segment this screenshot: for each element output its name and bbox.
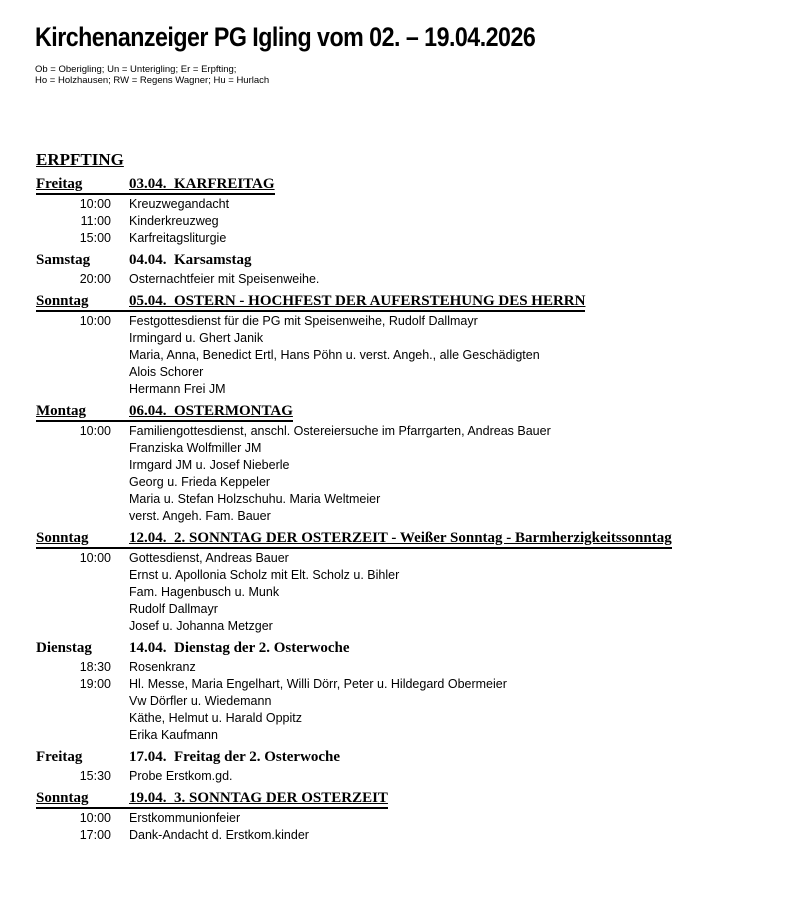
entry-line: Osternachtfeier mit Speisenweihe. [129,272,320,286]
day-header [36,251,252,270]
day-block [36,175,776,247]
entry-time: 10:00 [79,424,111,438]
entry-line: Maria, Anna, Benedict Ertl, Hans Pöhn u. verst. Angeh., alle Geschädigten [129,348,540,362]
entry-description [129,313,540,398]
entry-time: 18:30 [79,660,111,674]
entry-description [129,196,229,213]
schedule-entry [36,827,776,844]
entry-line: Hermann Frei JM [129,382,226,396]
entry-time: 15:30 [79,769,111,783]
weekday-label: Samstag [36,252,91,268]
entry-time: 17:00 [79,828,111,842]
schedule-entry [36,768,776,785]
entry-time: 10:00 [79,551,111,565]
page-title: Kirchenanzeiger PG Igling vom 02. – 19.04.2026 [35,22,536,52]
schedule-entry [36,550,776,635]
day-header [36,293,585,312]
entry-line: Maria u. Stefan Holzschuhu. Maria Weltmeier [129,492,381,506]
entry-time: 10:00 [79,197,111,211]
weekday-label: Sonntag [36,293,89,309]
day-header [36,639,350,658]
day-title: 06.04. OSTERMONTAG [129,403,293,419]
entry-list [36,550,776,635]
day-header [36,403,293,422]
weekday-label: Freitag [36,749,83,765]
legend-line: Ob = Oberigling; Un = Unterigling; Er = Erpfting; [35,64,237,75]
entry-line: Irmgard JM u. Josef Nieberle [129,458,290,472]
entry-line: Josef u. Johanna Metzger [129,619,273,633]
entry-line: Ernst u. Apollonia Scholz mit Elt. Scholz u. Bihler [129,568,400,582]
day-block [36,292,776,398]
entry-line: Rosenkranz [129,660,196,674]
entry-description [129,810,240,827]
entry-list [36,768,776,785]
abbreviation-legend [35,64,269,86]
weekday-label: Montag [36,403,86,419]
entry-line: Franziska Wolfmiller JM [129,441,262,455]
day-title: 05.04. OSTERN - HOCHFEST DER AUFERSTEHUNG DES HERRN [129,293,586,309]
entry-list [36,271,776,288]
entry-description [129,550,399,635]
entry-line: Käthe, Helmut u. Harald Oppitz [129,711,302,725]
entry-line: Dank-Andacht d. Erstkom.kinder [129,828,309,842]
entry-line: Hl. Messe, Maria Engelhart, Willi Dörr, Peter u. Hildegard Obermeier [129,677,507,691]
day-list [36,175,776,844]
day-block [36,639,776,744]
day-title: 17.04. Freitag der 2. Osterwoche [129,749,341,765]
entry-line: verst. Angeh. Fam. Bauer [129,509,271,523]
schedule-entry [36,810,776,827]
entry-line: Erika Kaufmann [129,728,218,742]
entry-line: Irmingard u. Ghert Janik [129,331,264,345]
day-title: 03.04. KARFREITAG [129,176,275,192]
day-block [36,748,776,785]
day-block [36,402,776,525]
entry-time: 11:00 [80,214,111,228]
entry-line: Kreuzwegandacht [129,197,230,211]
day-header [36,748,340,767]
entry-time: 10:00 [79,314,111,328]
schedule-entry [36,676,776,744]
entry-line: Karfreitagsliturgie [129,231,227,245]
section-erpfting [36,150,776,848]
schedule-entry [36,423,776,525]
entry-time: 15:00 [79,231,111,245]
day-title: 19.04. 3. SONNTAG DER OSTERZEIT [129,790,388,806]
weekday-label: Freitag [36,176,83,192]
entry-description [129,768,233,785]
day-title: 14.04. Dienstag der 2. Osterwoche [129,640,350,656]
entry-list [36,659,776,744]
entry-line: Vw Dörfler u. Wiedemann [129,694,272,708]
entry-line: Alois Schorer [129,365,204,379]
day-block [36,529,776,635]
schedule-entry [36,213,776,230]
entry-list [36,423,776,525]
entry-line: Rudolf Dallmayr [129,602,218,616]
entry-description [129,230,226,247]
day-block [36,251,776,288]
entry-time: 20:00 [79,272,111,286]
day-header [36,530,672,549]
entry-line: Georg u. Frieda Keppeler [129,475,271,489]
entry-description [129,213,219,230]
entry-description [129,271,319,288]
section-title: ERPFTING [36,150,124,169]
schedule-entry [36,659,776,676]
entry-description [129,676,507,744]
entry-line: Erstkommunionfeier [129,811,241,825]
entry-list [36,313,776,398]
entry-line: Kinderkreuzweg [129,214,219,228]
day-header [36,790,388,809]
entry-description [129,659,196,676]
entry-line: Familiengottesdienst, anschl. Ostereiersuche im Pfarrgarten, Andreas Bauer [129,424,551,438]
entry-line: Festgottesdienst für die PG mit Speisenweihe, Rudolf Dallmayr [129,314,478,328]
weekday-label: Sonntag [36,790,89,806]
schedule-entry [36,313,776,398]
entry-description [129,827,309,844]
entry-time: 10:00 [79,811,111,825]
entry-list [36,196,776,247]
schedule-entry [36,196,776,213]
entry-line: Probe Erstkom.gd. [129,769,233,783]
entry-line: Fam. Hagenbusch u. Munk [129,585,280,599]
day-title: 12.04. 2. SONNTAG DER OSTERZEIT - Weißer Sonntag - Barmherzigkeitssonntag [129,530,672,546]
entry-time: 19:00 [79,677,111,691]
schedule-entry [36,271,776,288]
entry-description [129,423,551,525]
day-header [36,176,275,195]
weekday-label: Sonntag [36,530,89,546]
entry-line: Gottesdienst, Andreas Bauer [129,551,289,565]
day-title: 04.04. Karsamstag [129,252,252,268]
weekday-label: Dienstag [36,640,92,656]
schedule-entry [36,230,776,247]
entry-list [36,810,776,844]
legend-line: Ho = Holzhausen; RW = Regens Wagner; Hu = Hurlach [35,75,270,86]
day-block [36,789,776,844]
